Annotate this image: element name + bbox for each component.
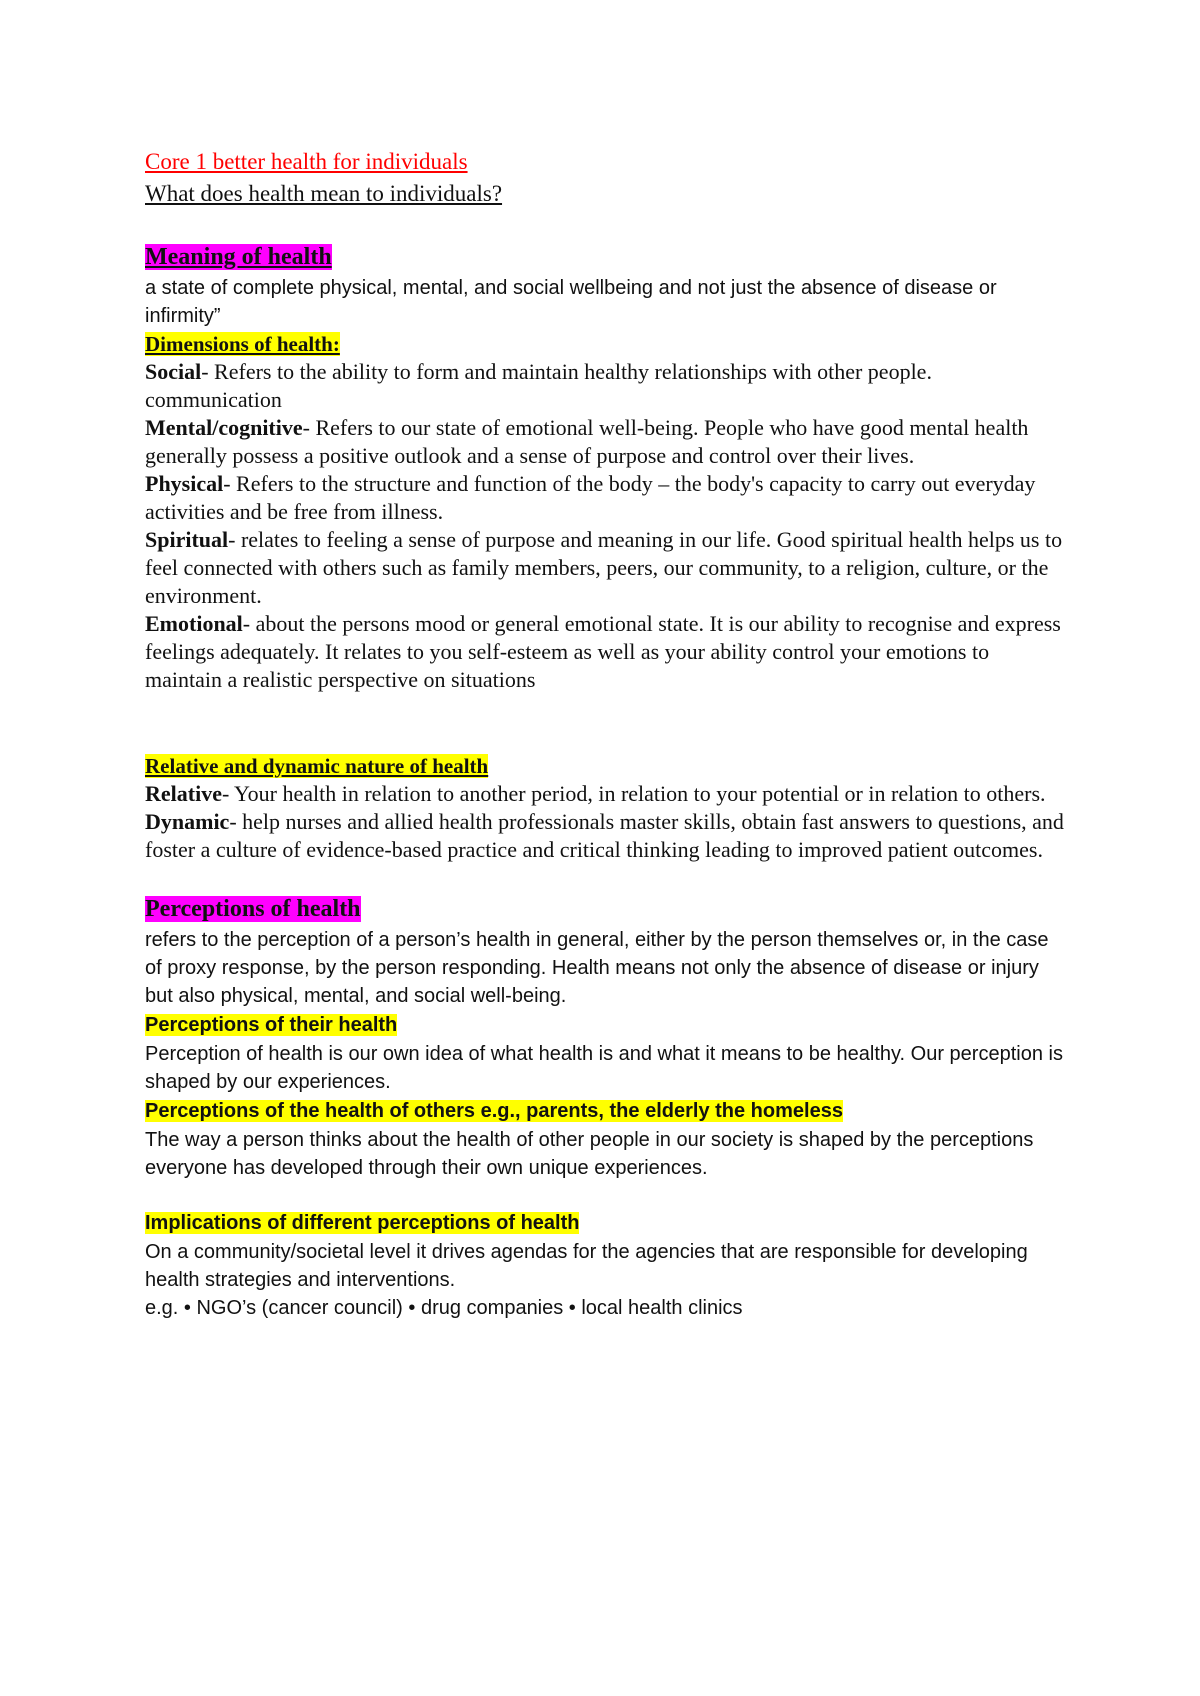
- dimension-item-emotional: Emotional- about the persons mood or general emotional state. It is our ability to recognise and express feelings adequately. It relates to you self-esteem as well as your ability control your emotions to maintain a realistic perspective on situations: [145, 611, 1061, 692]
- relative-item-relative: Relative- Your health in relation to another period, in relation to your potential or in relation to others.: [145, 781, 1046, 806]
- perceptions-others-heading: Perceptions of the health of others e.g., parents, the elderly the homeless: [145, 1100, 843, 1122]
- perceptions-text: refers to the perception of a person’s health in general, either by the person themselves or, in the case of proxy response, by the person responding. Health means not only the absence of disease or injury but also physical, mental, and social well-being.: [145, 929, 1049, 1007]
- dimension-item-mental: Mental/cognitive- Refers to our state of emotional well-being. People who have good mental health generally possess a positive outlook and a sense of purpose and control over their lives.: [145, 415, 1029, 468]
- dimension-item-spiritual: Spiritual- relates to feeling a sense of purpose and meaning in our life. Good spiritual health helps us to feel connected with others such as family members, peers, our community, to a religion, culture, or the environment.: [145, 527, 1063, 608]
- implications-text: On a community/societal level it drives agendas for the agencies that are responsible for developing health strategies and interventions.: [145, 1241, 1028, 1291]
- relative-heading: Relative and dynamic nature of health: [145, 754, 489, 778]
- implications-examples: e.g. • NGO’s (cancer council) • drug companies • local health clinics: [145, 1297, 743, 1319]
- document-page: [145, 146, 1070, 1322]
- implications-heading: Implications of different perceptions of health: [145, 1212, 580, 1234]
- dimension-item-physical: Physical- Refers to the structure and function of the body – the body's capacity to carry out everyday activities and be free from illness.: [145, 471, 1036, 524]
- meaning-heading: Meaning of health: [145, 244, 332, 270]
- document-subtitle: What does health mean to individuals?: [145, 181, 503, 206]
- relative-item-dynamic: Dynamic- help nurses and allied health professionals master skills, obtain fast answers to questions, and foster a culture of evidence-based practice and critical thinking leading to improved patient outcomes.: [145, 809, 1064, 862]
- meaning-text: a state of complete physical, mental, and social wellbeing and not just the absence of disease or infirmity”: [145, 277, 997, 327]
- document-title: Core 1 better health for individuals: [145, 149, 468, 174]
- dimensions-heading: Dimensions of health:: [145, 332, 340, 356]
- perceptions-heading: Perceptions of health: [145, 896, 361, 922]
- dimension-item-social: Social- Refers to the ability to form and maintain healthy relationships with other people. communication: [145, 359, 932, 412]
- perceptions-their-heading: Perceptions of their health: [145, 1014, 398, 1036]
- perceptions-their-text: Perception of health is our own idea of what health is and what it means to be healthy. Our perception is shaped by our experiences.: [145, 1043, 1063, 1093]
- perceptions-others-text: The way a person thinks about the health of other people in our society is shaped by the perceptions everyone has developed through their own unique experiences.: [145, 1129, 1034, 1179]
